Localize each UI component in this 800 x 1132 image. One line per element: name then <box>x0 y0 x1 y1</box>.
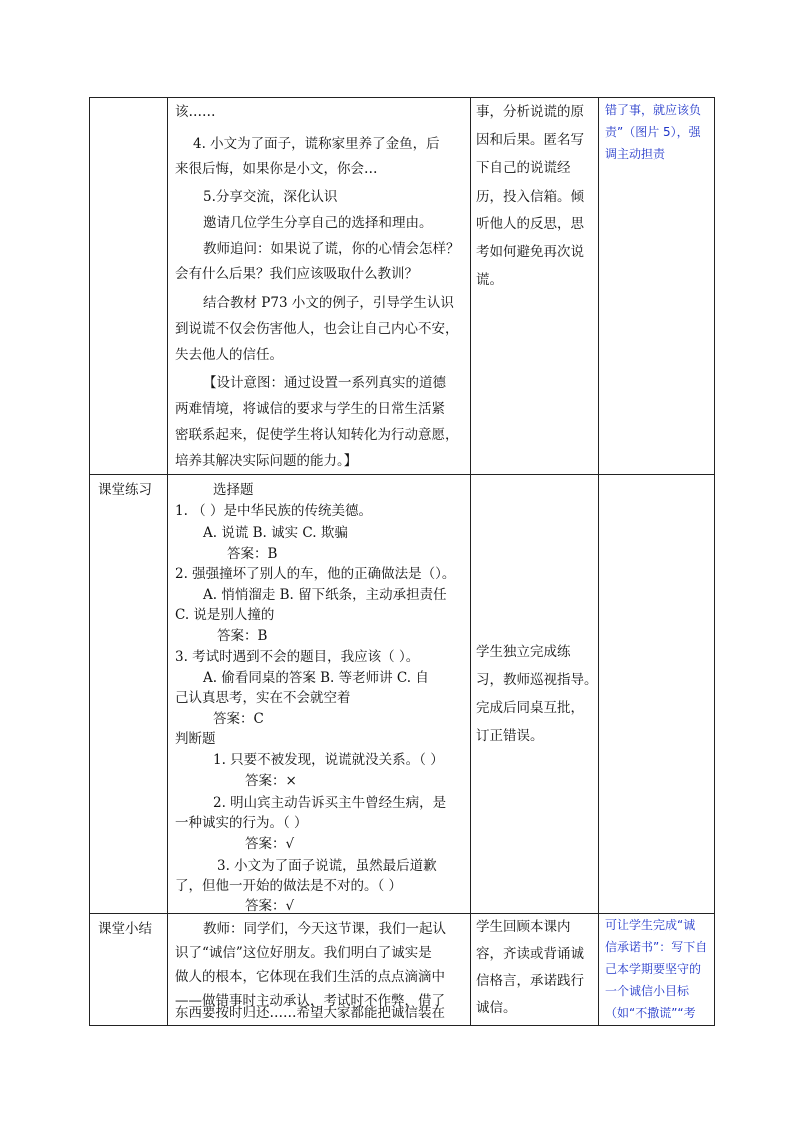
text-line: 谎。 <box>476 272 503 288</box>
text-line: 答案：√ <box>245 898 295 914</box>
text-line: 学生回顾本课内 <box>476 919 571 935</box>
table-top-border <box>89 97 715 98</box>
col-divider-2 <box>470 97 471 1026</box>
text-line: 答案：× <box>245 773 297 789</box>
text-line: 3. 小文为了面子说谎，虽然最后道歉 <box>217 858 437 874</box>
text-line: 两难情境，将诚信的要求与学生的日常生活紧 <box>175 401 445 417</box>
text-line: 4. 小文为了面子，谎称家里养了金鱼，后 <box>193 136 440 152</box>
text-line: 结合教材 P73 小文的例子，引导学生认识 <box>203 295 454 311</box>
text-line: 学生独立完成练 <box>476 644 571 660</box>
text-line: A. 悄悄溜走 B. 留下纸条，主动承担责任 <box>203 587 447 603</box>
text-line: 1. （ ）是中华民族的传统美德。 <box>175 503 372 519</box>
text-line: ——做错事时主动承认，考试时不作弊，借了 <box>175 993 445 1009</box>
table-bottom-border <box>89 1025 715 1026</box>
text-line: 2. 明山宾主动告诉买主牛曾经生病，是 <box>213 795 447 811</box>
text-line: 信格言，承诺践行 <box>476 973 584 989</box>
text-line: 判断题 <box>175 731 216 747</box>
text-line: 事，分析说谎的原 <box>476 104 584 120</box>
note-line: （如“不撒谎”“考 <box>605 1006 696 1020</box>
note-line: 信承诺书”：写下自 <box>605 940 708 954</box>
text-line: 1. 只要不被发现，说谎就没关系。（ ） <box>213 752 444 768</box>
text-line: A. 说谎 B. 诚实 C. 欺骗 <box>203 525 348 541</box>
text-line: 到说谎不仅会伤害他人，也会让自己内心不安， <box>175 321 459 337</box>
note-line: 可让学生完成“诚 <box>605 918 696 932</box>
text-line: 下自己的说谎经 <box>476 160 571 176</box>
row-divider-2 <box>89 913 715 914</box>
text-line: 来很后悔，如果你是小文，你会… <box>175 161 378 177</box>
text-line: 容，齐读或背诵诚 <box>476 946 584 962</box>
text-line: 【设计意图：通过设置一系列真实的道德 <box>203 375 446 391</box>
text-line: A. 偷看同桌的答案 B. 等老师讲 C. 自 <box>203 670 429 686</box>
text-line: C. 说是别人撞的 <box>175 607 275 623</box>
text-line: 会有什么后果？我们应该吸取什么教训？ <box>175 266 418 282</box>
text-line: 选择题 <box>213 482 254 498</box>
text-line: 答案：B <box>217 628 268 644</box>
col-divider-0 <box>89 97 90 1026</box>
text-line: 3. 考试时遇到不会的题目，我应该（ ）。 <box>175 649 420 665</box>
note-line: 责”（图片 5），强 <box>605 125 701 139</box>
text-line: 听他人的反思，思 <box>476 216 584 232</box>
text-line: 考如何避免再次说 <box>476 244 584 260</box>
text-line: 做人的根本，它体现在我们生活的点点滴滴中 <box>175 969 445 985</box>
text-line: 答案：C <box>213 711 264 727</box>
text-line: 该…… <box>175 104 216 120</box>
row-label-summary: 课堂小结 <box>98 921 152 937</box>
text-line: 教师追问：如果说了谎，你的心情会怎样？ <box>203 241 460 257</box>
text-line: 一种诚实的行为。（ ） <box>175 815 308 831</box>
text-line: 诚信。 <box>476 1000 517 1016</box>
text-line: 5.分享交流，深化认识 <box>203 189 338 205</box>
text-line: 失去他人的信任。 <box>175 347 283 363</box>
col-divider-1 <box>167 97 168 1026</box>
text-line: 完成后同桌互批， <box>476 700 584 716</box>
text-line: 识了“诚信”这位好朋友。我们明白了诚实是 <box>175 945 432 961</box>
text-line: 教师：同学们，今天这节课，我们一起认 <box>203 921 446 937</box>
note-line: 一个诚信小目标 <box>605 984 690 998</box>
text-line: 密联系起来，促使学生将认知转化为行动意愿， <box>175 427 459 443</box>
text-line: 因和后果。匿名写 <box>476 132 584 148</box>
text-line: 答案：B <box>227 546 278 562</box>
text-line: 己认真思考，实在不会就空着 <box>175 690 351 706</box>
note-line: 错了事，就应该负 <box>605 103 702 117</box>
text-line: 订正错误。 <box>476 728 544 744</box>
text-line: 邀请几位学生分享自己的选择和理由。 <box>203 215 433 231</box>
row-label-practice: 课堂练习 <box>98 482 152 498</box>
col-divider-3 <box>598 97 599 1026</box>
col-divider-4 <box>714 97 715 1026</box>
text-line: 2. 强强撞坏了别人的车，他的正确做法是（）。 <box>175 566 456 582</box>
row-divider-1 <box>89 474 715 475</box>
text-line: 历，投入信箱。倾 <box>476 189 584 205</box>
text-line: 答案：√ <box>245 836 295 852</box>
text-line: 习，教师巡视指导。 <box>476 672 598 688</box>
note-line: 己本学期要坚守的 <box>605 962 702 976</box>
text-line: 了，但他一开始的做法是不对的。（ ） <box>175 878 403 894</box>
note-line: 调主动担责 <box>605 147 666 161</box>
text-line: 东西要按时归还……希望大家都能把诚信装在 <box>175 1005 445 1021</box>
text-line: 培养其解决实际问题的能力。】 <box>175 453 358 469</box>
